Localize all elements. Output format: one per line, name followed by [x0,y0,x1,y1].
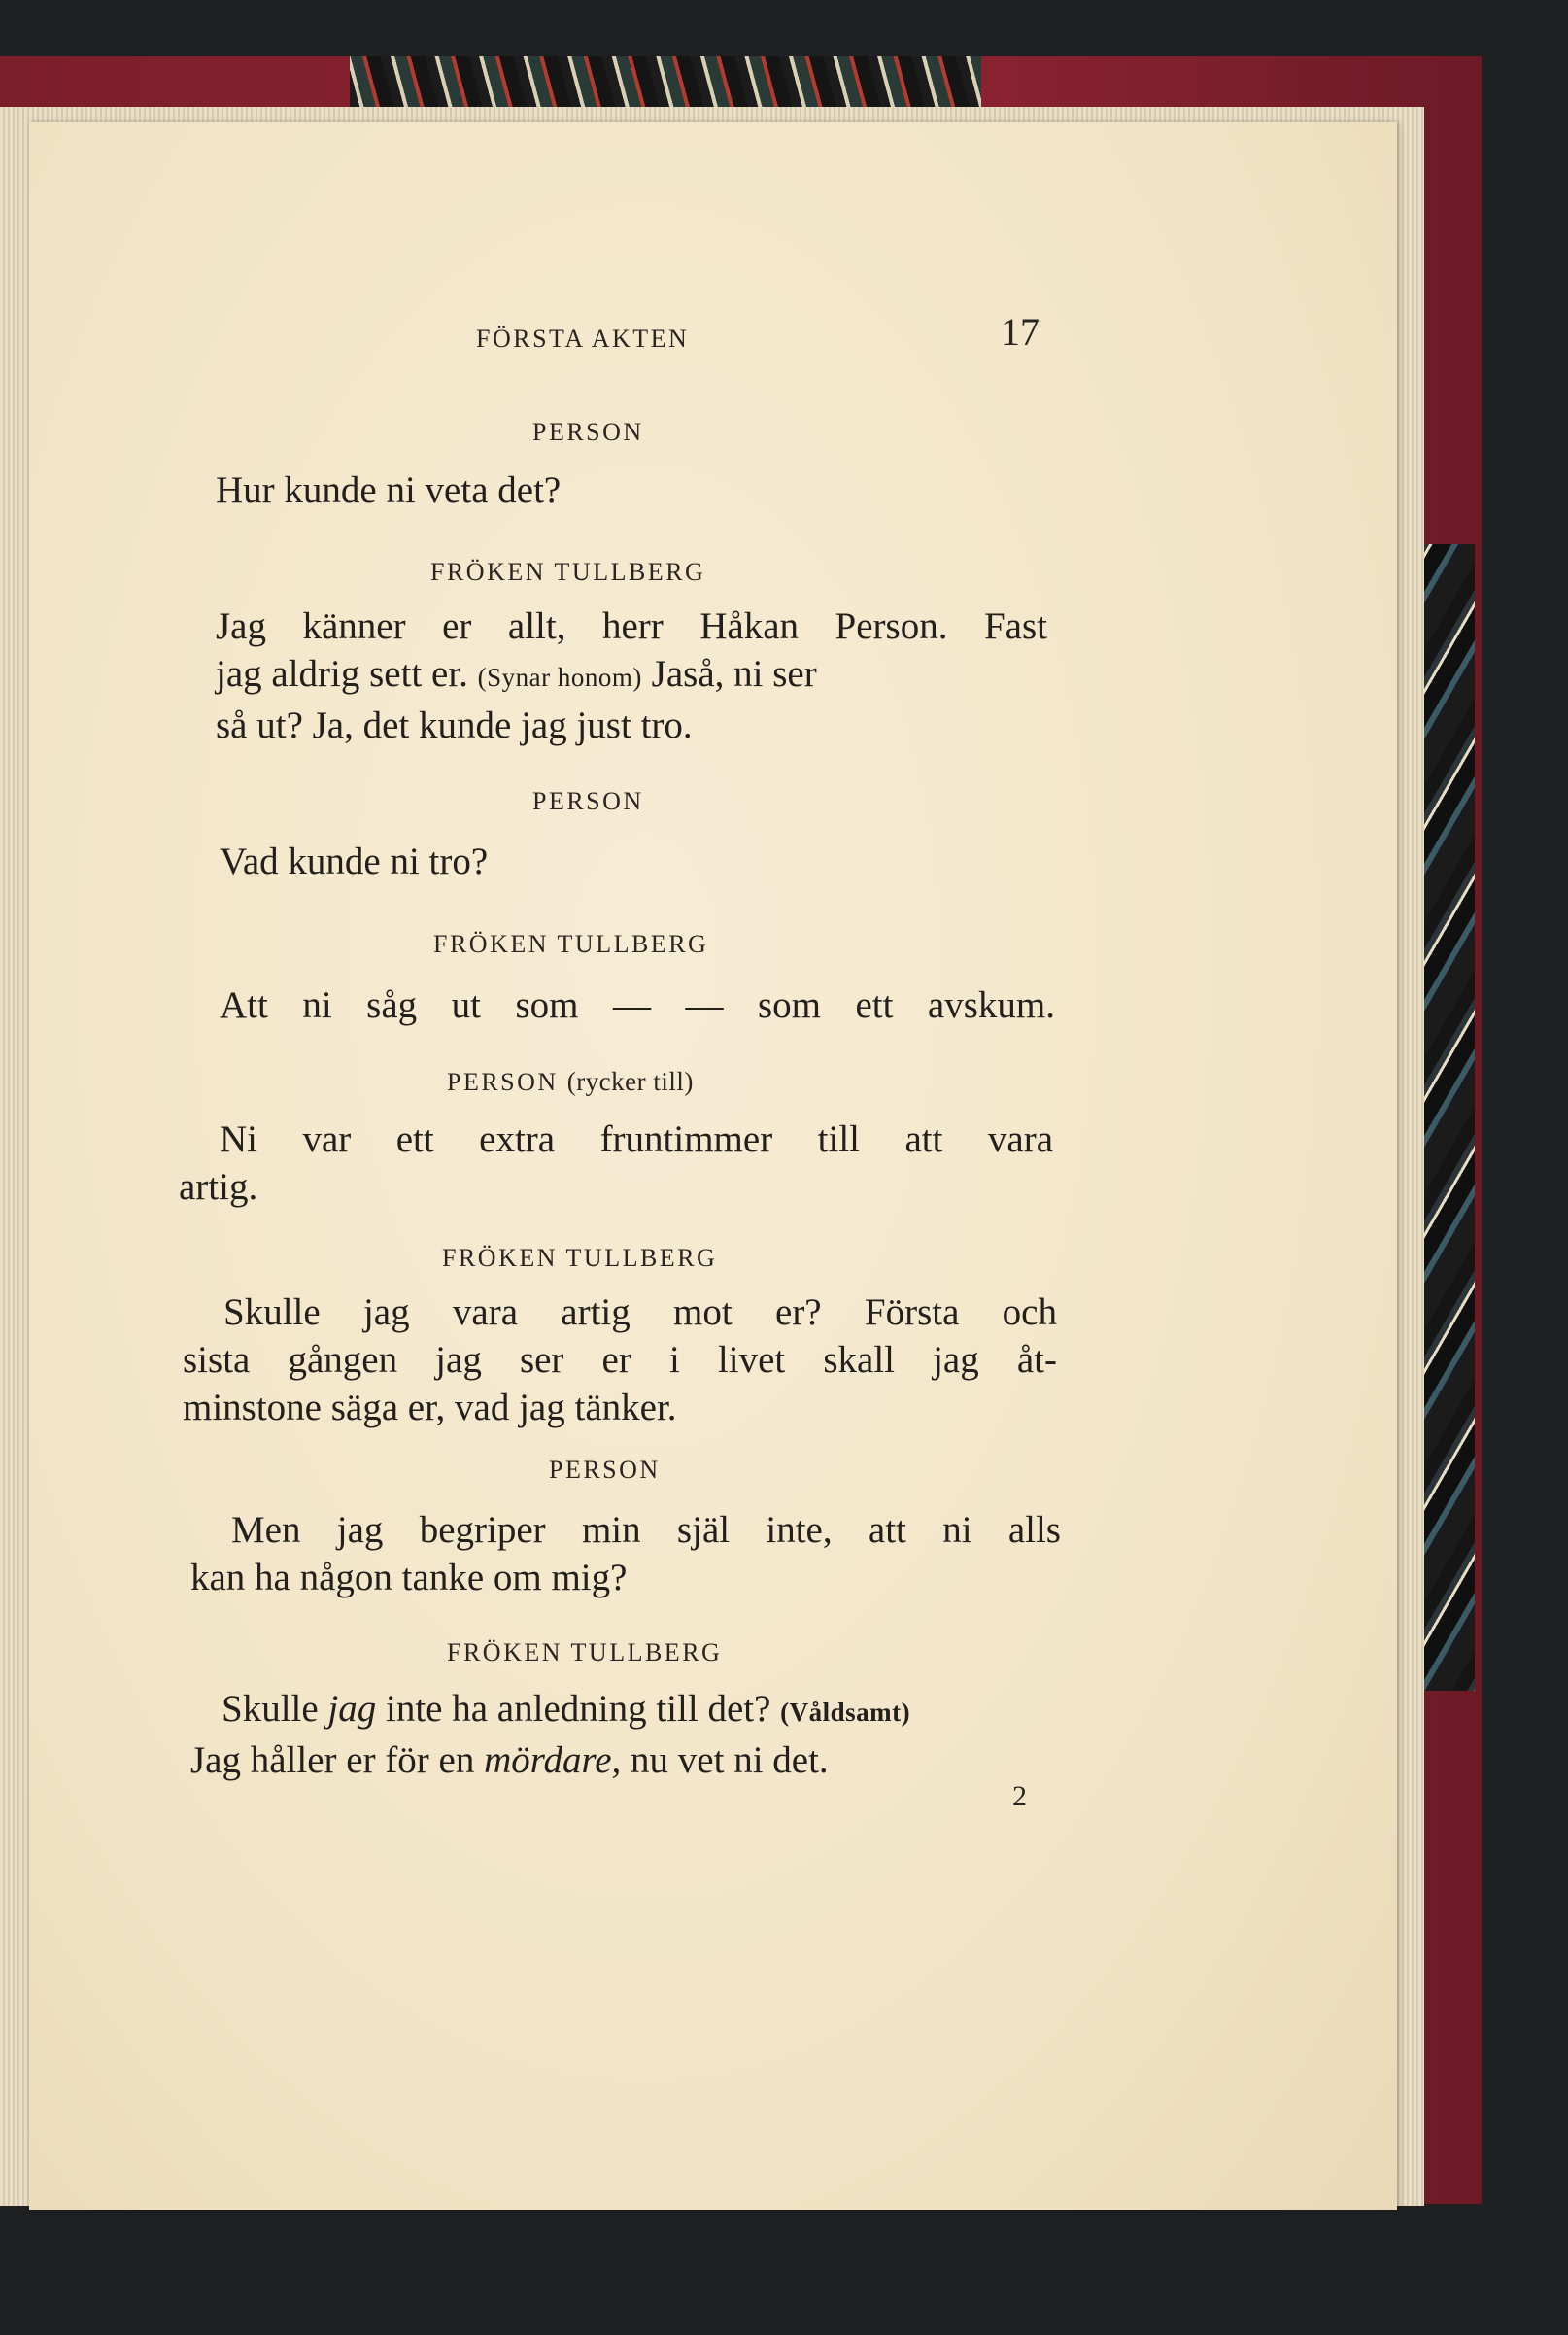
dialogue-line: artig. [179,1166,258,1208]
speaker-label: PERSON [549,1456,661,1484]
signature-mark: 2 [1012,1780,1027,1812]
text-run: Jag håller er för en [190,1739,485,1781]
emphasis: mördare, [484,1739,622,1781]
dialogue [216,602,1047,749]
speaker-label: PERSON [532,418,644,446]
text-run: jag aldrig sett er. [216,653,478,695]
speaker-label: FRÖKEN TULLBERG [433,930,709,958]
dialogue [220,981,1055,1029]
dialogue [220,838,1074,885]
dialogue-line: minstone säga er, vad jag tänker. [183,1387,677,1428]
stage-direction: (Våldsamt) [780,1698,911,1727]
marbled-endpaper-top [350,56,981,107]
stage-direction: (Synar honom) [477,663,642,692]
dialogue-line [190,1685,1084,1736]
speaker-label: FRÖKEN TULLBERG [447,1638,723,1666]
dialogue-line: Hur kunde ni veta det? [216,469,562,511]
dialogue-line: Att ni såg ut som — — som ett avskum. [220,984,1055,1026]
speaker-name: PERSON [447,1068,559,1096]
dialogue-line: sista gången jag ser er i livet skall jag åt- [183,1339,1057,1381]
dialogue-line [216,650,1047,702]
dialogue [190,1685,1084,1784]
speaker-label [447,1067,694,1097]
speaker-label: FRÖKEN TULLBERG [430,558,706,586]
dialogue-line: så ut? Ja, det kunde jag just tro. [216,704,693,746]
emphasis: jag [327,1688,377,1730]
dialogue-line: Skulle jag vara artig mot er? Första och [223,1291,1057,1333]
dialogue [183,1288,1057,1431]
dialogue-line [190,1736,1084,1784]
speaker-label: FRÖKEN TULLBERG [442,1244,718,1272]
dialogue [190,1506,1061,1601]
dialogue-line: kan ha någon tanke om mig? [190,1557,628,1598]
text-run: Skulle [222,1688,328,1730]
dialogue-line: Ni var ett extra fruntimmer till att vara [220,1118,1053,1160]
dialogue-line: Men jag begriper min själ inte, att ni alls [231,1509,1061,1551]
dialogue-line: Vad kunde ni tro? [220,841,489,882]
dialogue-line: Jag känner er allt, herr Håkan Person. Fast [216,605,1047,647]
text-run: Jaså, ni ser [641,653,817,695]
dialogue [179,1116,1053,1211]
speaker-label: PERSON [532,787,644,815]
text-run: inte ha anledning till det? [376,1688,781,1730]
running-head: FÖRSTA AKTEN [476,325,690,353]
page-number: 17 [1001,310,1040,354]
text-run: nu vet ni det. [621,1739,829,1781]
dialogue [216,466,1071,514]
stage-direction: (rycker till) [566,1067,694,1096]
